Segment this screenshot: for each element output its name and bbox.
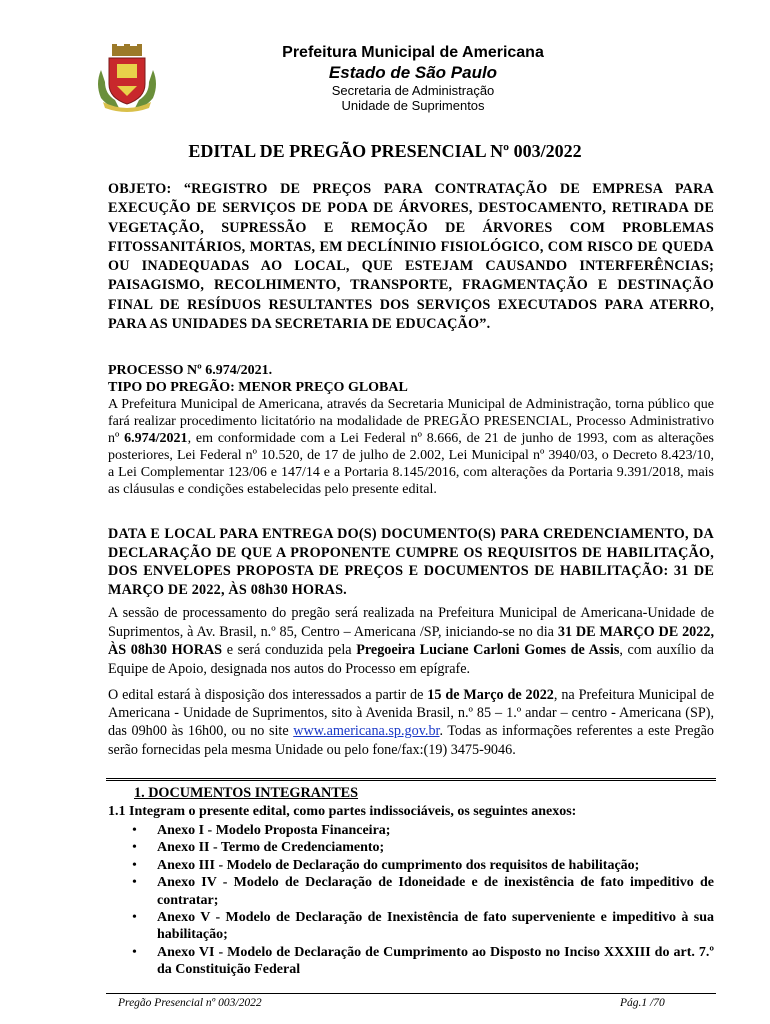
list-item xyxy=(108,874,714,909)
municipality-name: Prefeitura Municipal de Americana xyxy=(282,44,544,61)
session-text-c: e será conduzida pela xyxy=(222,642,357,659)
process-block xyxy=(108,362,714,396)
bullet-icon: • xyxy=(132,823,137,838)
bullet-icon: • xyxy=(132,944,137,960)
list-item xyxy=(108,909,714,944)
intro-paragraph xyxy=(108,396,714,499)
annex-label: Anexo VI - Modelo de Declaração de Cumprimento ao Disposto no Inciso XXXIII do art. 7.º da Constituição Federal xyxy=(157,944,714,978)
annex-label: Anexo II - Termo de Credenciamento; xyxy=(157,840,385,856)
website-link[interactable]: www.americana.sp.gov.br xyxy=(293,723,440,740)
process-number: PROCESSO Nº 6.974/2021. xyxy=(108,363,273,378)
list-item xyxy=(108,839,714,856)
bullet-icon: • xyxy=(132,857,137,873)
section-divider xyxy=(106,778,716,779)
annex-label: Anexo I - Modelo Proposta Financeira; xyxy=(157,823,391,838)
annex-label: Anexo IV - Modelo de Declaração de Idoneidade e de inexistência de fato impeditivo de contratar; xyxy=(157,875,714,908)
session-text-a: A sessão de processamento do pregão será realizada na Prefeitura Municipal de Americana-Unidade de Suprimentos, à Av. Brasil, n.º 85, Centro – Americana /SP, iniciando-se no dia xyxy=(108,605,714,640)
list-item xyxy=(108,944,714,979)
availability-paragraph xyxy=(108,686,714,759)
unit-name: Unidade de Suprimentos xyxy=(341,98,485,113)
availability-text-d: . Todas as informações referentes a este Pregão serão fornecidas pela mesma Unidade ou pelo fone/fax:(19) 3475-9046. xyxy=(108,723,714,758)
document-title: EDITAL DE PREGÃO PRESENCIAL Nº 003/2022 xyxy=(188,141,582,161)
footer-divider xyxy=(106,993,716,994)
object-paragraph: OBJETO: “REGISTRO DE PREÇOS PARA CONTRATAÇÃO DE EMPRESA PARA EXECUÇÃO DE SERVIÇOS DE PODA DE ÁRVORES, DESTOCAMENTO, RETIRADA DE VEGETAÇÃO, SUPRESSÃO E REMOÇÃO DE ÁRVORES COM PROBLEMAS FITOSSANITÁRIOS, MORTAS, EM DECLÍNINIO FISIOLÓGICO, COM RISCO DE QUEDA OU INADEQUADAS AO LOCAL, QUE ESTEJAM CAUSANDO INTERFERÊNCIAS; PAISAGISMO, RECOLHIMENTO, TRANSPORTE, FRAGMENTAÇÃO E DESTINAÇÃO FINAL DE RESÍDUOS RESULTANTES DOS SERVIÇOS EXECUTADOS PARA ATERRO, PARA AS UNIDADES DA SECRETARIA DE EDUCAÇÃO”. xyxy=(108,181,714,333)
bullet-icon: • xyxy=(132,840,137,856)
department-name: Secretaria de Administração xyxy=(331,83,495,98)
intro-text-a: A Prefeitura Municipal de Americana, através da Secretaria Municipal de Administração, torna público que fará realizar procedimento licitatório na modalidade de PREGÃO PRESENCIAL, Processo Administrativo nº xyxy=(108,397,714,447)
availability-date: 15 de Março de 2022 xyxy=(427,687,554,703)
footer-page-number: Pág.1 /70 xyxy=(620,997,665,1009)
list-item xyxy=(108,822,714,839)
intro-text-c: , em conformidade com a Lei Federal nº 8.666, de 21 de junho de 1993, com as alterações posteriores, Lei Federal nº 10.520, de 17 de julho de 2.002, Lei Municipal nº 3940/03, o Decreto 8.423/10, a Lei Complementar 123/06 e 147/14 e a Portaria 8.145/2016, com alterações da Portaria 9.391/2018, mais as cláusulas e condições estabelecidas pelo presente edital. xyxy=(108,431,714,498)
session-paragraph xyxy=(108,604,714,679)
footer-document-ref: Pregão Presencial nº 003/2022 xyxy=(118,997,262,1009)
section-heading: 1. DOCUMENTOS INTEGRANTES xyxy=(134,785,359,801)
section-intro: 1.1 Integram o presente edital, como partes indissociáveis, os seguintes anexos: xyxy=(108,804,577,819)
intro-process-number: 6.974/2021 xyxy=(124,431,188,447)
annex-label: Anexo V - Modelo de Declaração de Inexistência de fato superveniente e impeditivo à sua habilitação; xyxy=(157,910,714,943)
bullet-icon: • xyxy=(132,875,137,891)
municipal-coat-of-arms-icon xyxy=(93,42,161,112)
annex-label: Anexo III - Modelo de Declaração do cumprimento dos requisitos de habilitação; xyxy=(157,857,640,873)
session-text-e: , com auxílio da Equipe de Apoio, designada nos autos do Processo em epígrafe. xyxy=(108,642,714,678)
list-item xyxy=(108,857,714,874)
section-divider-inner xyxy=(106,780,716,781)
availability-text-a: O edital estará à disposição dos interessados a partir de xyxy=(108,687,428,703)
state-name: Estado de São Paulo xyxy=(328,63,498,82)
annex-list xyxy=(108,822,714,979)
availability-text-c: , na Prefeitura Municipal de Americana - Unidade de Suprimentos, sito à Avenida Brasil, n.º 85 – 1.º andar – centro - Americana (SP), das 09h00 às 16h00, ou no site xyxy=(108,687,714,740)
auctioneer-name: Pregoeira Luciane Carloni Gomes de Assis xyxy=(356,642,620,659)
bullet-icon: • xyxy=(132,910,137,926)
session-date: 31 DE MARÇO DE 2022, ÀS 08h30 HORAS xyxy=(108,623,714,659)
delivery-date-paragraph: DATA E LOCAL PARA ENTREGA DO(S) DOCUMENTO(S) PARA CREDENCIAMENTO, DA DECLARAÇÃO DE QUE A PROPONENTE CUMPRE OS REQUISITOS DE HABILITAÇÃO, DOS ENVELOPES PROPOSTA DE PREÇOS E DOCUMENTOS DE HABILITAÇÃO: 31 DE MARÇO DE 2022, ÀS 08h30 HORAS. xyxy=(108,526,714,598)
bid-type: TIPO DO PREGÃO: MENOR PREÇO GLOBAL xyxy=(108,380,408,395)
